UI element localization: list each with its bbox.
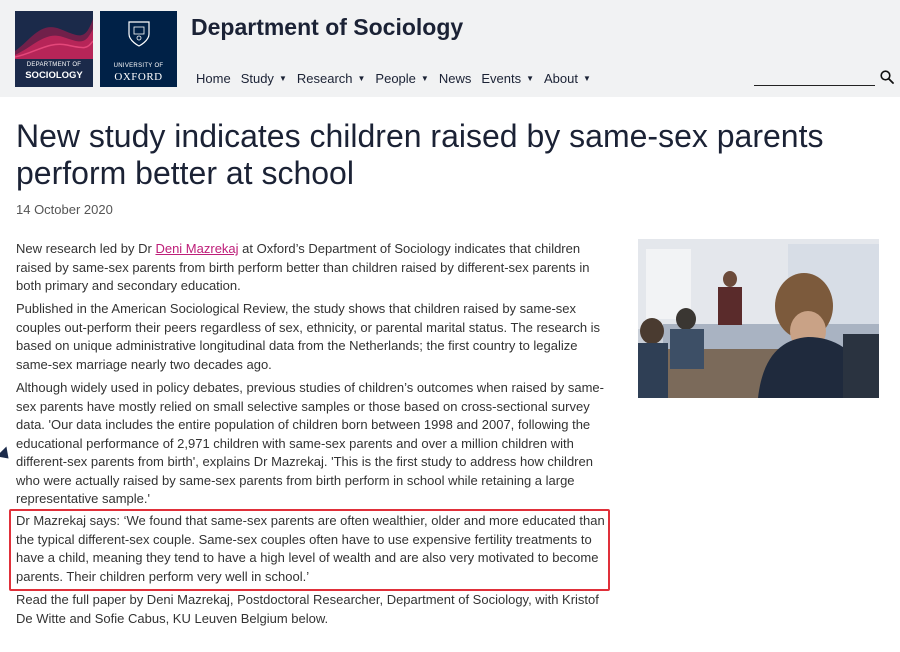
nav-label: About <box>544 71 578 86</box>
article-paragraph-2: Published in the American Sociological Review, the study shows that children raised by same-sex couples out-perform their peers regardless of sex, ethnicity, or parental marital status. The research is based on unique administrative longitudinal data from the Netherlands; the first country to legalize same-sex marriage nearly two decades ago. <box>16 301 601 372</box>
nav-label: Study <box>240 71 274 86</box>
oxford-logo[interactable] <box>100 11 177 87</box>
site-header <box>0 0 900 97</box>
classroom-photo <box>638 239 879 398</box>
nav-label: Events <box>481 71 522 86</box>
wave-graphic <box>15 11 93 59</box>
article-title: New study indicates children raised by same-sex parents perform better at school <box>16 118 824 191</box>
carousel-edge-arrow-icon <box>0 447 13 464</box>
nav-label: People <box>375 71 416 86</box>
caret-down-icon: ▼ <box>278 74 287 83</box>
oxford-logo-line1: UNIVERSITY OF <box>113 63 164 69</box>
caret-down-icon: ▼ <box>420 74 429 83</box>
article-date: 14 October 2020 <box>16 202 113 217</box>
caret-down-icon: ▼ <box>357 74 366 83</box>
nav-item-research[interactable] <box>297 71 366 86</box>
oxford-crest-icon <box>127 20 151 48</box>
author-link[interactable]: Deni Mazrekaj <box>155 241 239 256</box>
nav-item-home[interactable] <box>196 71 231 86</box>
article-paragraph-3: Although widely used in policy debates, previous studies of children’s outcomes when raised by same-sex parents have mostly relied on small selective samples or those based on cross-sectional survey data. 'Our data includes the entire population of children born between 1998 and 2007, following the educational performance of 2,971 children with same-sex parents and over a million children with different-sex parents from birth', explains Dr Mazrekaj. 'This is the first study to address how children who were actually raised by same-sex parents from birth perform in school while retaining a large representative sample.' <box>16 380 604 506</box>
sociology-logo-line1: DEPARTMENT OF <box>26 62 82 68</box>
nav-label: Research <box>296 71 353 86</box>
search-input[interactable] <box>754 66 875 86</box>
sociology-logo-line2: SOCIOLOGY <box>25 70 83 81</box>
sociology-logo[interactable] <box>15 11 93 87</box>
caret-down-icon: ▼ <box>526 74 535 83</box>
site-title[interactable]: Department of Sociology <box>191 14 464 40</box>
search-icon[interactable] <box>880 70 894 84</box>
article-paragraph-5: Read the full paper by Deni Mazrekaj, Postdoctoral Researcher, Department of Sociology, with Kristof De Witte and Sofie Cabus, KU Leuven Belgium below. <box>16 592 599 626</box>
nav-item-news[interactable] <box>439 71 472 86</box>
caret-down-icon: ▼ <box>583 74 591 83</box>
p1-text-after: at Oxford’s Department of Sociology indicates that children raised by same-sex parents from birth perform better than children raised by different-sex parents in both primary and secondary education. <box>16 241 590 293</box>
article-paragraph-1 <box>16 240 606 296</box>
nav-label: News <box>438 71 472 86</box>
article-paragraph-4: Dr Mazrekaj says: ‘We found that same-sex parents are often wealthier, older and more educated than the typical different-sex couple. Same-sex couples often have to use expensive fertility treatments to have a child, meaning they tend to have a high level of wealth and are also very motivated to become parents. Their children perform very well in school.’ <box>16 513 605 584</box>
main-nav <box>196 71 601 86</box>
oxford-logo-line2: OXFORD <box>114 71 163 83</box>
p1-text-before: New research led by Dr <box>16 241 156 256</box>
nav-item-events[interactable] <box>481 71 534 86</box>
nav-item-people[interactable] <box>375 71 428 86</box>
nav-item-study[interactable] <box>241 71 287 86</box>
nav-label: Home <box>196 71 231 86</box>
nav-item-about[interactable] <box>544 71 591 86</box>
